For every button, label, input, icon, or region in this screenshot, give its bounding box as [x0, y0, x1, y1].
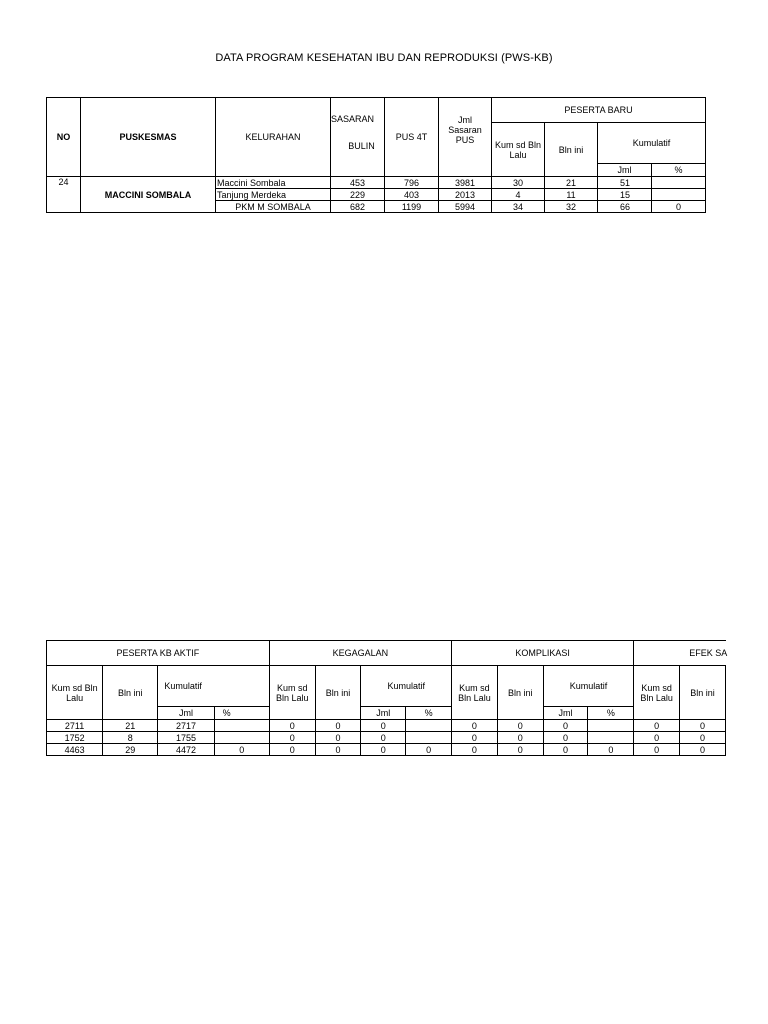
komplikasi-kum: 0 — [452, 720, 498, 732]
kb-aktif-kum: 4463 — [47, 744, 103, 756]
pws-kb-table-bottom — [46, 640, 726, 756]
kb-aktif-bln: 29 — [103, 744, 158, 756]
kb-aktif-kum: 2711 — [47, 720, 103, 732]
row-jml-pus: 5994 — [439, 201, 492, 213]
komplikasi-pct: 0 — [588, 744, 634, 756]
komplikasi-bln: 0 — [497, 732, 543, 744]
table-row — [47, 732, 726, 744]
row-kum: 30 — [492, 177, 545, 189]
efek-kum: 0 — [634, 744, 680, 756]
kegagalan-jml: 0 — [361, 720, 406, 732]
header-kum-sd-bln-lalu: Kum sd Bln Lalu — [452, 666, 498, 720]
header-jml: Jml — [158, 707, 214, 720]
header-jml: Jml — [361, 707, 406, 720]
row-jml: 15 — [598, 189, 652, 201]
row-pct — [652, 189, 706, 201]
komplikasi-jml: 0 — [543, 744, 588, 756]
row-bln: 21 — [545, 177, 598, 189]
header-jml-sasaran-pus: Jml Sasaran PUS — [439, 98, 492, 177]
table-row — [47, 720, 726, 732]
row-no-empty — [47, 201, 81, 213]
row-kum: 34 — [492, 201, 545, 213]
header-jml: Jml — [543, 707, 588, 720]
efek-bln: 0 — [680, 744, 726, 756]
kegagalan-pct — [406, 720, 452, 732]
kegagalan-bln: 0 — [315, 744, 361, 756]
row-pus4t: 403 — [385, 189, 439, 201]
header-bln-ini: Bln ini — [545, 123, 598, 177]
header-jml: Jml — [598, 164, 652, 177]
row-jml-pus: 2013 — [439, 189, 492, 201]
komplikasi-pct — [588, 720, 634, 732]
row-bulin: 453 — [331, 177, 385, 189]
header-sasaran-bulin: BULIN — [348, 140, 375, 151]
row-jml: 66 — [598, 201, 652, 213]
row-kelurahan: Tanjung Merdeka — [216, 189, 331, 201]
header-pus4t: PUS 4T — [385, 98, 439, 177]
row-kelurahan: PKM M SOMBALA — [216, 201, 331, 213]
kegagalan-kum: 0 — [269, 720, 315, 732]
kegagalan-jml: 0 — [361, 744, 406, 756]
kegagalan-kum: 0 — [269, 732, 315, 744]
header-pct: % — [214, 707, 269, 720]
group-komplikasi: KOMPLIKASI — [452, 641, 634, 666]
header-kumulatif: Kumulatif — [543, 666, 634, 707]
kb-aktif-pct: 0 — [214, 744, 269, 756]
efek-kum: 0 — [634, 732, 680, 744]
row-jml-pus: 3981 — [439, 177, 492, 189]
header-bln-ini: Bln ini — [315, 666, 361, 720]
row-bln: 11 — [545, 189, 598, 201]
efek-bln: 0 — [680, 732, 726, 744]
kb-aktif-pct — [214, 732, 269, 744]
row-kelurahan: Maccini Sombala — [216, 177, 331, 189]
kb-aktif-jml: 4472 — [158, 744, 214, 756]
row-bulin: 229 — [331, 189, 385, 201]
kb-aktif-kum: 1752 — [47, 732, 103, 744]
komplikasi-kum: 0 — [452, 744, 498, 756]
header-pct: % — [406, 707, 452, 720]
header-kum-sd-bln-lalu: Kum sd Bln Lalu — [269, 666, 315, 720]
kegagalan-pct — [406, 732, 452, 744]
row-bln: 32 — [545, 201, 598, 213]
kb-aktif-pct — [214, 720, 269, 732]
header-sasaran-top: SASARAN — [331, 113, 375, 124]
header-kumulatif: Kumulatif — [361, 666, 452, 707]
row-bulin: 682 — [331, 201, 385, 213]
kb-aktif-bln: 8 — [103, 732, 158, 744]
komplikasi-kum: 0 — [452, 732, 498, 744]
kegagalan-pct: 0 — [406, 744, 452, 756]
efek-kum: 0 — [634, 720, 680, 732]
header-kum-sd-bln-lalu: Kum sd Bln Lalu — [47, 666, 103, 720]
row-pus4t: 796 — [385, 177, 439, 189]
row-puskesmas: MACCINI SOMBALA — [81, 177, 216, 213]
header-no: NO — [47, 98, 81, 177]
header-bln-ini: Bln ini — [680, 666, 726, 720]
row-no-empty — [47, 189, 81, 201]
row-jml: 51 — [598, 177, 652, 189]
komplikasi-bln: 0 — [497, 720, 543, 732]
header-sasaran — [331, 98, 385, 177]
komplikasi-pct — [588, 732, 634, 744]
header-kum-sd-bln-lalu: Kum sd Bln Lalu — [492, 123, 545, 177]
row-pct: 0 — [652, 201, 706, 213]
header-peserta-baru: PESERTA BARU — [492, 98, 706, 123]
row-pus4t: 1199 — [385, 201, 439, 213]
group-kb-aktif: PESERTA KB AKTIF — [47, 641, 270, 666]
row-kum: 4 — [492, 189, 545, 201]
komplikasi-bln: 0 — [497, 744, 543, 756]
kb-aktif-bln: 21 — [103, 720, 158, 732]
kb-aktif-jml: 2717 — [158, 720, 214, 732]
header-pct: % — [652, 164, 706, 177]
table-row — [47, 744, 726, 756]
row-no: 24 — [47, 177, 81, 189]
header-bln-ini: Bln ini — [103, 666, 158, 720]
efek-bln: 0 — [680, 720, 726, 732]
group-kegagalan: KEGAGALAN — [269, 641, 451, 666]
komplikasi-jml: 0 — [543, 732, 588, 744]
kegagalan-bln: 0 — [315, 720, 361, 732]
header-puskesmas: PUSKESMAS — [81, 98, 216, 177]
kegagalan-bln: 0 — [315, 732, 361, 744]
header-bln-ini: Bln ini — [497, 666, 543, 720]
table-bottom-viewport — [0, 630, 728, 770]
page-title: DATA PROGRAM KESEHATAN IBU DAN REPRODUKSI (PWS-KB) — [215, 52, 553, 64]
group-efek: EFEK SA — [634, 641, 726, 666]
row-pct — [652, 177, 706, 189]
header-pct: % — [588, 707, 634, 720]
kegagalan-kum: 0 — [269, 744, 315, 756]
table-row — [47, 177, 706, 189]
header-kumulatif: Kumulatif — [158, 666, 269, 707]
header-kelurahan: KELURAHAN — [216, 98, 331, 177]
pws-kb-table-top — [46, 97, 706, 213]
kegagalan-jml: 0 — [361, 732, 406, 744]
header-kum-sd-bln-lalu: Kum sd Bln Lalu — [634, 666, 680, 720]
komplikasi-jml: 0 — [543, 720, 588, 732]
kb-aktif-jml: 1755 — [158, 732, 214, 744]
header-kumulatif: Kumulatif — [598, 123, 706, 164]
